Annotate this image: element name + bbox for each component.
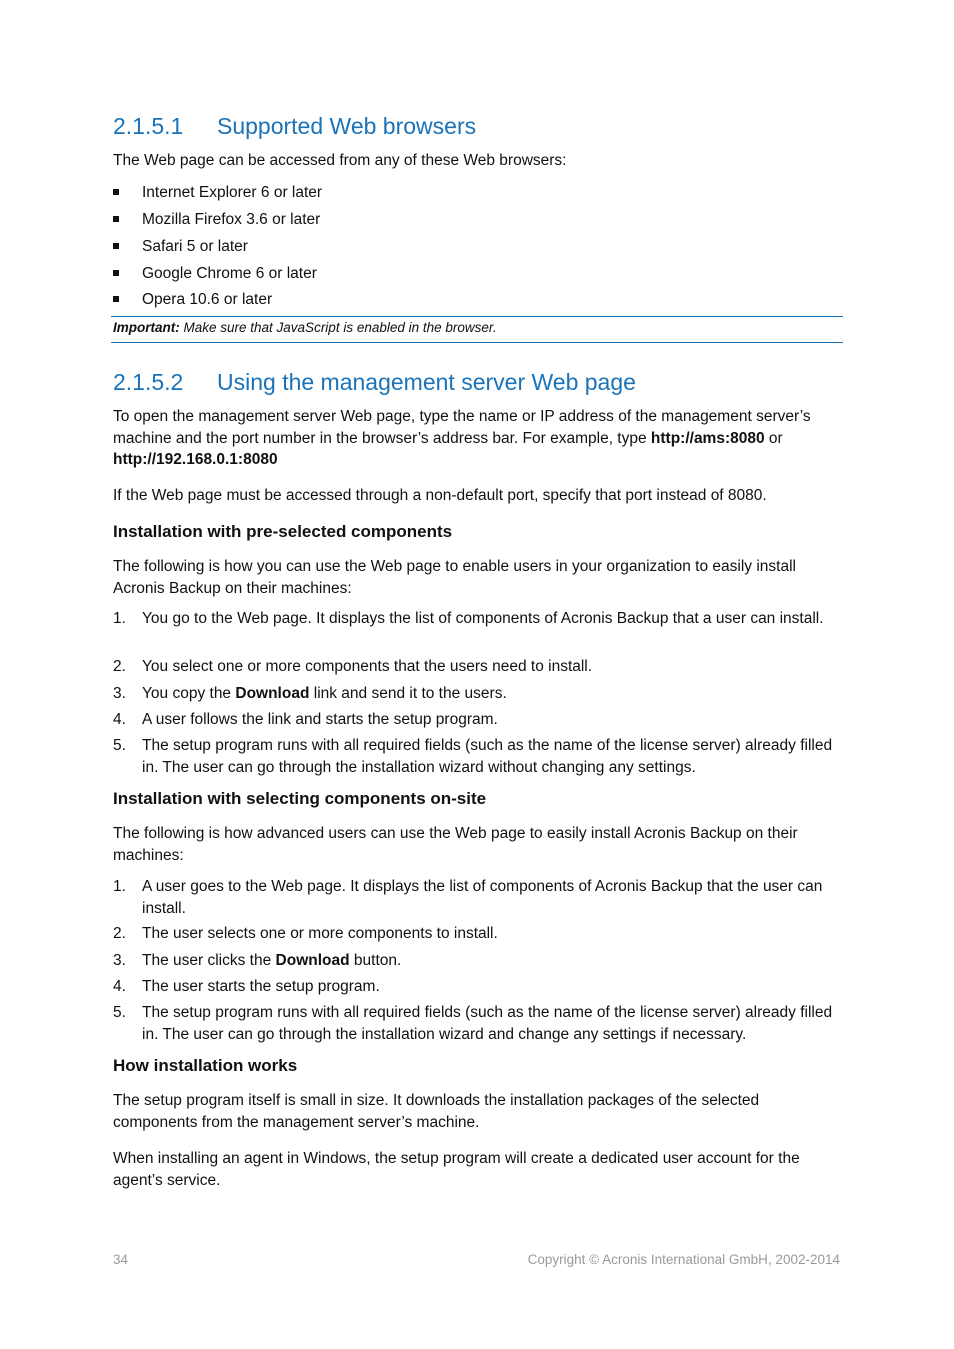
list-item: 1. You go to the Web page. It displays the list of components of Acronis Backup that a user can install. [113,610,824,627]
section-title: Supported Web browsers [217,113,477,139]
how-it-works-paragraph-2: When installing an agent in Windows, the setup program will create a dedicated user account for the agent’s service. [113,1150,800,1189]
section-heading-supported-browsers [113,113,476,140]
section-heading-management-web-page [113,369,636,396]
list-item: 4. The user starts the setup program. [113,978,380,995]
open-page-paragraph: To open the management server Web page, type the name or IP address of the management server’s machine and the port number in the browser’s address bar. For example, type http://ams:8080 or http://192.168.0.1:8080 [113,408,811,468]
list-item: 3. You copy the Download link and send it to the users. [113,685,507,702]
bullet-icon [113,216,119,222]
section-number: 2.1.5.1 [113,113,184,139]
section-title: Using the management server Web page [217,369,636,395]
subheading-how-it-works: How installation works [113,1056,298,1075]
subheading-preselected: Installation with pre-selected components [113,522,453,541]
list-item: 2. You select one or more components that the users need to install. [113,658,593,675]
bullet-icon [113,270,119,276]
copyright: Copyright © Acronis International GmbH, 2002-2014 [527,1252,840,1267]
important-note [111,316,843,343]
list-item: 5. The setup program runs with all required fields (such as the name of the license server) already filled in. The user can go through the installation wizard without changing any settings. [113,737,833,776]
bullet-icon [113,243,119,249]
note-label: Important: [113,320,180,335]
how-it-works-paragraph-1: The setup program itself is small in size. It downloads the installation packages of the selected components from the management server’s machine. [113,1092,760,1131]
list-item: 3. The user clicks the Download button. [113,952,402,969]
list-item: 4. A user follows the link and starts the setup program. [113,711,498,728]
section-number: 2.1.5.2 [113,369,184,395]
preselected-intro: The following is how you can use the Web page to enable users in your organization to easily install Acronis Backup on their machines: [113,558,796,597]
subheading-onsite: Installation with selecting components on-site [113,789,487,808]
port-paragraph: If the Web page must be accessed through a non-default port, specify that port instead of 8080. [113,487,767,504]
example-url-hostname: http://ams:8080 [650,429,765,447]
example-url-ip: http://192.168.0.1:8080 [113,451,278,468]
list-item: 5. The setup program runs with all required fields (such as the name of the license server) already filled in. The user can go through the installation wizard and change any settings if necessary. [113,1004,833,1043]
browsers-intro: The Web page can be accessed from any of these Web browsers: [113,152,567,169]
page-number: 34 [113,1252,129,1267]
onsite-intro: The following is how advanced users can use the Web page to easily install Acronis Backup on their machines: [113,825,798,864]
note-text: Make sure that JavaScript is enabled in the browser. [179,320,497,335]
bullet-icon [113,296,119,302]
bullet-icon [113,189,119,195]
list-item: 1. A user goes to the Web page. It displays the list of components of Acronis Backup that the user can install. [113,878,823,917]
list-item: 2. The user selects one or more components to install. [113,925,498,942]
